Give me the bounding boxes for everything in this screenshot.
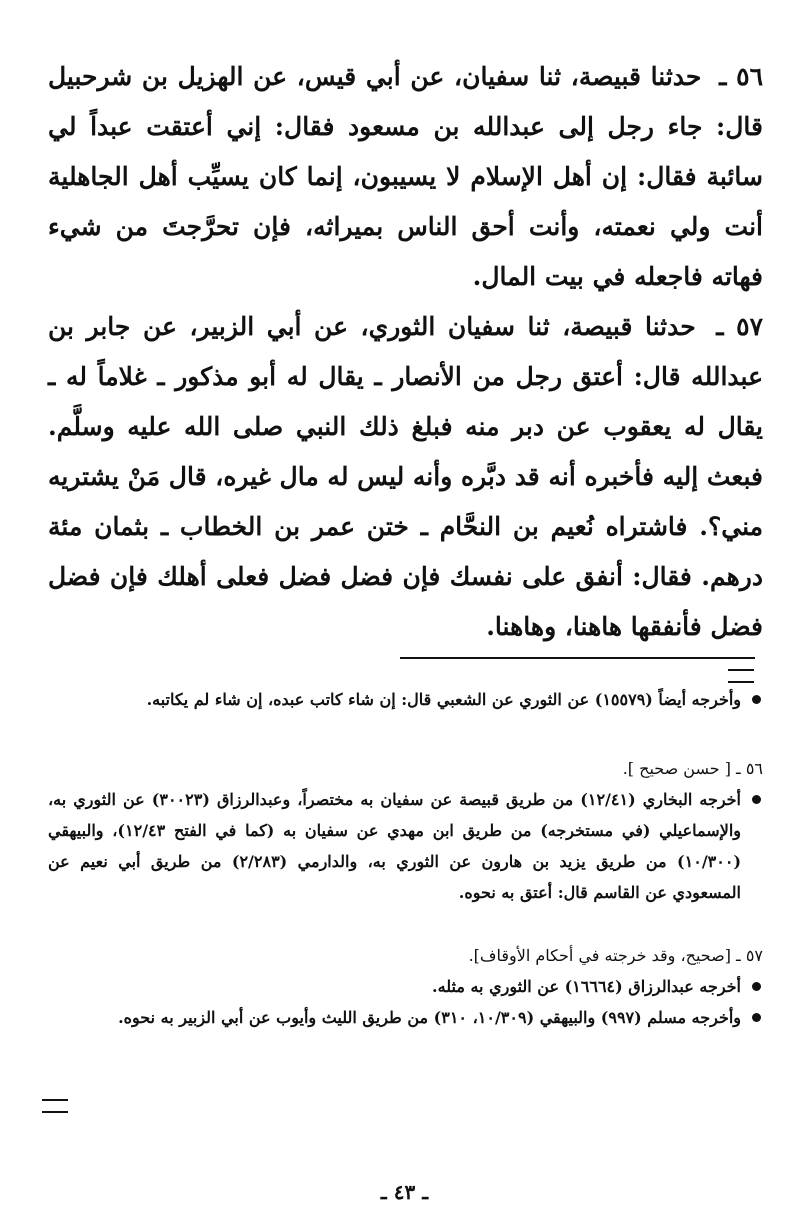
double-rule-mark	[42, 1099, 68, 1113]
main-text	[48, 52, 763, 652]
bullet-icon	[752, 795, 761, 804]
hadith-57	[48, 302, 763, 652]
footnote-item: وأخرجه أيضاً (١٥٥٧٩) عن الثوري عن الشعبي قال: إن شاء كاتب عبده، إن شاء لم يكاتبه.	[48, 684, 763, 715]
page-number: ـ ٤٣ ـ	[380, 1180, 429, 1204]
hadith-56	[48, 52, 763, 302]
hadith-text: حدثنا قبيصة، ثنا سفيان، عن أبي قيس، عن الهزيل بن شرحبيل قال: جاء رجل إلى عبدالله بن مسعود فقال: إني أعتقت عبداً لي سائبة فقال: إن أهل الإسلام لا يسيبون، إنما كان يسيِّب أهل الجاهلية أنت ولي نعمته، وأنت أحق الناس بميراثه، فإن تحرَّجتَ من شيء فهاته فاجعله في بيت المال.	[48, 62, 764, 291]
hadith-text: حدثنا قبيصة، ثنا سفيان الثوري، عن أبي الزبير، عن جابر بن عبدالله قال: أعتق رجل من الأنصار ـ يقال له أبو مذكور ـ غلاماً له ـ يقال له يعقوب عن دبر منه فبلغ ذلك النبي صلى الله عليه وسلَّم. فبعث إليه فأخبره أنه قد دبَّره وأنه ليس له مال غيره، قال مَنْ يشتريه مني؟. فاشتراه نُعيم بن النحَّام ـ ختن عمر بن الخطاب ـ بثمان مئة درهم. فقال: أنفق على نفسك فإن فضل فضل فعلى أهلك فإن فضل فضل فأنفقها هاهنا، وهاهنا.	[48, 312, 763, 641]
footnote-57	[48, 940, 763, 1033]
footnote-carry-over	[48, 684, 763, 715]
footnotes	[48, 684, 763, 1053]
footnote-56	[48, 753, 763, 908]
bullet-icon	[752, 695, 761, 704]
footnote-heading: ٥٦ ـ [ حسن صحيح ].	[622, 759, 763, 778]
hadith-number: ٥٧ ـ	[716, 312, 763, 341]
hadith-number: ٥٦ ـ	[719, 62, 763, 91]
footnote-item: أخرجه عبدالرزاق (١٦٦٦٤) عن الثوري به مثله.	[48, 971, 763, 1002]
bullet-icon	[752, 982, 761, 991]
bullet-icon	[752, 1013, 761, 1022]
double-rule-mark	[728, 669, 754, 683]
footnote-heading: ٥٧ ـ [صحيح، وقد خرجته في أحكام الأوقاف].	[468, 946, 763, 965]
footnote-divider	[400, 657, 755, 659]
footnote-item: أخرجه البخاري (١٢/٤١) من طريق قبيصة عن سفيان به مختصراً، وعبدالرزاق (٣٠٠٢٣) عن الثوري به، والإسماعيلي (في مستخرجه) من طريق ابن مهدي عن سفيان به (كما في الفتح ١٢/٤٣)، والبيهقي (١٠/٣٠٠) من طريق يزيد بن هارون عن الثوري به، والدارمي (٢/٢٨٣) من طريق أبي نعيم عن المسعودي عن القاسم قال: أعتق به نحوه.	[48, 784, 763, 908]
footnote-item: وأخرجه مسلم (٩٩٧) والبيهقي (١٠/٣٠٩، ٣١٠) من طريق الليث وأيوب عن أبي الزبير به نحوه.	[48, 1002, 763, 1033]
